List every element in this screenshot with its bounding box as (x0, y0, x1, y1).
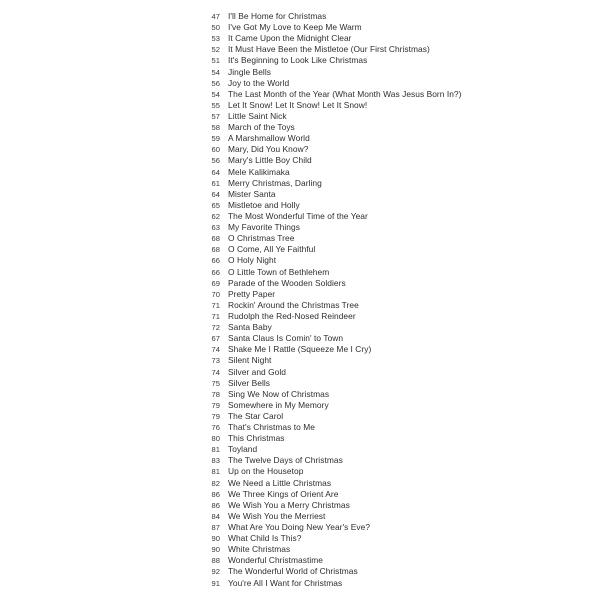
page-number: 61 (211, 178, 220, 188)
page-number: 91 (211, 578, 220, 588)
song-title: Rockin' Around the Christmas Tree (228, 299, 359, 310)
toc-entry (196, 389, 461, 400)
toc-entry (196, 433, 461, 444)
toc-entry (196, 367, 461, 378)
song-title: Pretty Paper (228, 288, 276, 299)
toc-entry (196, 189, 461, 200)
page-number: 54 (211, 89, 220, 99)
song-title: Up on the Housetop (228, 466, 304, 477)
toc-entry (196, 522, 461, 533)
song-title: What Are You Doing New Year's Eve? (228, 522, 371, 533)
page-number: 74 (211, 367, 220, 377)
page-number: 70 (211, 289, 220, 299)
toc-entry (196, 533, 461, 544)
song-title: The Star Carol (228, 410, 284, 421)
toc-entry (196, 55, 461, 66)
page-number: 75 (211, 378, 220, 388)
page-number: 71 (211, 311, 220, 321)
page-number: 71 (211, 300, 220, 310)
toc-entry (196, 133, 461, 144)
song-title: Santa Claus Is Comin' to Town (228, 333, 344, 344)
toc-entry (196, 333, 461, 344)
page-number: 81 (211, 445, 220, 455)
page-number: 56 (211, 156, 220, 166)
toc-entry (196, 444, 461, 455)
toc-entry (196, 22, 461, 33)
song-title: O Holy Night (228, 255, 277, 266)
song-title: Silver and Gold (228, 366, 287, 377)
page-number: 92 (211, 567, 220, 577)
page-number: 54 (211, 67, 220, 77)
song-title: Let It Snow! Let It Snow! Let It Snow! (228, 99, 368, 110)
toc-entry (196, 322, 461, 333)
toc-entry (196, 400, 461, 411)
toc-entry (196, 222, 461, 233)
page-number: 60 (211, 145, 220, 155)
page-number: 56 (211, 78, 220, 88)
toc-entry (196, 111, 461, 122)
toc-entry (196, 267, 461, 278)
toc-entry (196, 255, 461, 266)
page-number: 86 (211, 489, 220, 499)
toc-entry (196, 344, 461, 355)
song-title: O Come, All Ye Faithful (228, 244, 316, 255)
song-title: Rudolph the Red-Nosed Reindeer (228, 310, 356, 321)
song-title: It's Beginning to Look Like Christmas (228, 55, 368, 66)
toc-entry (196, 311, 461, 322)
page-number: 65 (211, 200, 220, 210)
page-number: 80 (211, 434, 220, 444)
toc-entry (196, 11, 461, 22)
page-number: 68 (211, 245, 220, 255)
song-title: Mister Santa (228, 188, 276, 199)
toc-entry (196, 244, 461, 255)
page-number: 64 (211, 189, 220, 199)
song-title: Silent Night (228, 355, 272, 366)
song-title: I'll Be Home for Christmas (228, 11, 327, 21)
song-title: Mele Kalikimaka (228, 166, 290, 177)
song-title: That's Christmas to Me (228, 422, 315, 433)
song-title: Sing We Now of Christmas (228, 388, 330, 399)
page-number: 66 (211, 256, 220, 266)
page-number: 55 (211, 100, 220, 110)
song-title: The Most Wonderful Time of the Year (228, 210, 368, 221)
toc-entry (196, 355, 461, 366)
song-title: Mistletoe and Holly (228, 199, 300, 210)
song-title: This Christmas (228, 433, 285, 444)
toc-entry (196, 122, 461, 133)
toc-entry (196, 78, 461, 89)
toc-entry (196, 411, 461, 422)
table-of-contents (196, 11, 461, 589)
song-title: My Favorite Things (228, 222, 300, 233)
page-number: 63 (211, 223, 220, 233)
toc-entry (196, 500, 461, 511)
toc-entry (196, 278, 461, 289)
page-number: 79 (211, 411, 220, 421)
song-title: Merry Christmas, Darling (228, 177, 322, 188)
song-title: It Came Upon the Midnight Clear (228, 33, 352, 44)
toc-entry (196, 300, 461, 311)
toc-entry (196, 144, 461, 155)
page-number: 90 (211, 534, 220, 544)
song-title: We Three Kings of Orient Are (228, 488, 339, 499)
song-title: I've Got My Love to Keep Me Warm (228, 22, 362, 33)
page-number: 67 (211, 334, 220, 344)
song-title: It Must Have Been the Mistletoe (Our First Christmas) (228, 44, 430, 55)
page-number: 62 (211, 211, 220, 221)
toc-entry (196, 544, 461, 555)
song-title: Somewhere in My Memory (228, 399, 329, 410)
song-title: O Christmas Tree (228, 233, 295, 244)
page-number: 78 (211, 389, 220, 399)
page-number: 86 (211, 500, 220, 510)
page-number: 83 (211, 456, 220, 466)
page-number: 64 (211, 167, 220, 177)
toc-entry (196, 167, 461, 178)
song-title: What Child Is This? (228, 533, 302, 544)
toc-entry (196, 44, 461, 55)
page-number: 47 (211, 12, 220, 21)
toc-entry (196, 511, 461, 522)
page-number: 76 (211, 423, 220, 433)
toc-entry (196, 100, 461, 111)
toc-entry (196, 455, 461, 466)
song-title: Little Saint Nick (228, 110, 287, 121)
page-number: 82 (211, 478, 220, 488)
page-number: 81 (211, 467, 220, 477)
page-number: 51 (211, 56, 220, 66)
page-number: 87 (211, 523, 220, 533)
toc-entry (196, 466, 461, 477)
song-title: Wonderful Christmastime (228, 555, 324, 566)
song-title: A Marshmallow World (228, 133, 310, 144)
song-title: Parade of the Wooden Soldiers (228, 277, 346, 288)
toc-entry (196, 33, 461, 44)
page-number: 57 (211, 111, 220, 121)
song-title: The Twelve Days of Christmas (228, 455, 343, 466)
toc-entry (196, 211, 461, 222)
page-number: 50 (211, 23, 220, 33)
page-number: 58 (211, 123, 220, 133)
toc-entry (196, 200, 461, 211)
toc-entry (196, 478, 461, 489)
page-number: 69 (211, 278, 220, 288)
toc-entry (196, 555, 461, 566)
toc-entry (196, 422, 461, 433)
page-number: 73 (211, 356, 220, 366)
page-number: 84 (211, 511, 220, 521)
toc-entry (196, 178, 461, 189)
page-number: 74 (211, 345, 220, 355)
song-title: Joy to the World (228, 77, 290, 88)
song-title: We Wish You a Merry Christmas (228, 499, 350, 510)
song-title: Shake Me I Rattle (Squeeze Me I Cry) (228, 344, 372, 355)
song-title: You're All I Want for Christmas (228, 577, 343, 588)
page-number: 52 (211, 45, 220, 55)
page-number: 88 (211, 556, 220, 566)
song-title: Mary, Did You Know? (228, 144, 309, 155)
page-number: 79 (211, 400, 220, 410)
song-title: Silver Bells (228, 377, 271, 388)
toc-entry (196, 578, 461, 589)
song-title: Mary's Little Boy Child (228, 155, 312, 166)
song-title: We Need a Little Christmas (228, 477, 332, 488)
song-title: Jingle Bells (228, 66, 271, 77)
song-title: O Little Town of Bethlehem (228, 266, 330, 277)
song-title: We Wish You the Merriest (228, 510, 326, 521)
page-number: 90 (211, 545, 220, 555)
toc-entry (196, 233, 461, 244)
toc-entry (196, 566, 461, 577)
song-title: White Christmas (228, 544, 291, 555)
page-number: 66 (211, 267, 220, 277)
song-title: Santa Baby (228, 322, 272, 333)
song-title: The Wonderful World of Christmas (228, 566, 358, 577)
page-number: 53 (211, 34, 220, 44)
page-number: 72 (211, 323, 220, 333)
song-title: Toyland (228, 444, 258, 455)
toc-entry (196, 67, 461, 78)
toc-entry (196, 489, 461, 500)
toc-entry (196, 378, 461, 389)
toc-entry (196, 289, 461, 300)
song-title: The Last Month of the Year (What Month Was Jesus Born In?) (228, 88, 462, 99)
page-number: 68 (211, 234, 220, 244)
page-number: 59 (211, 134, 220, 144)
toc-entry (196, 89, 461, 100)
toc-entry (196, 155, 461, 166)
song-title: March of the Toys (228, 122, 295, 133)
